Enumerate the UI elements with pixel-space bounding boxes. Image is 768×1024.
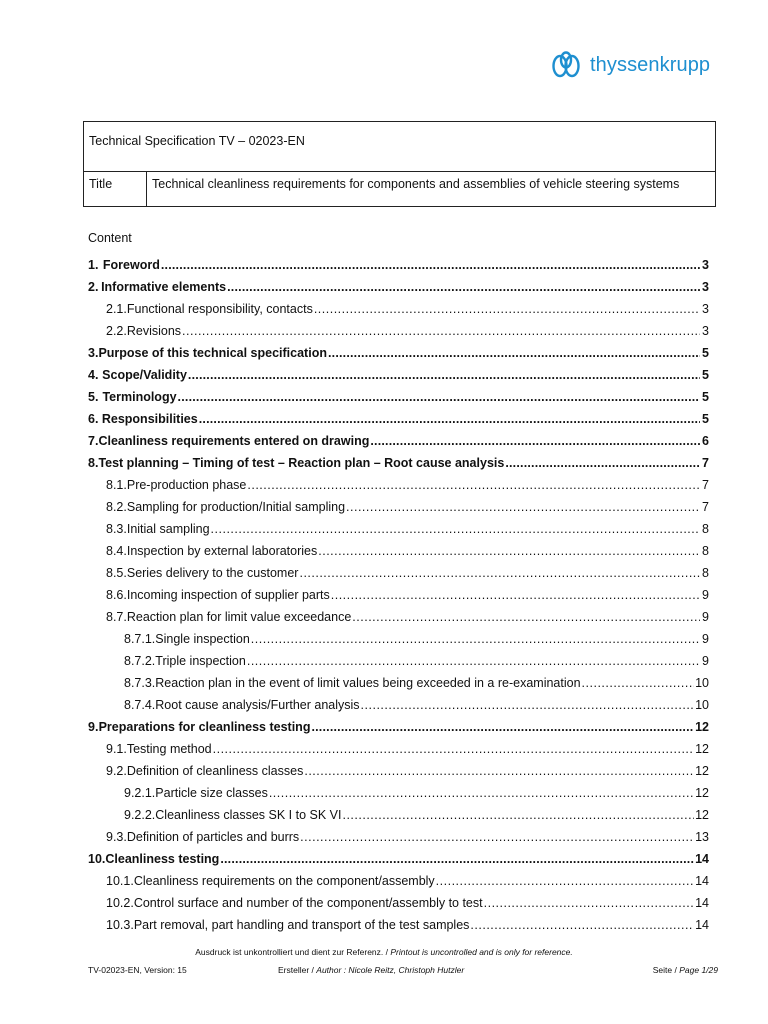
toc-entry-page: 12 — [695, 764, 709, 778]
toc-entry-leader — [484, 892, 694, 914]
toc-entry-title: Single inspection — [155, 632, 250, 646]
toc-entry-leader — [370, 430, 700, 452]
toc-entry[interactable] — [88, 386, 709, 408]
toc-entry-page: 14 — [695, 852, 709, 866]
toc-entry[interactable] — [88, 826, 709, 848]
thyssenkrupp-logo-icon — [550, 50, 582, 80]
toc-entry[interactable] — [88, 760, 709, 782]
toc-entry-page: 13 — [695, 830, 709, 844]
toc-entry-page: 14 — [695, 896, 709, 910]
footer-author-en: Author — [316, 965, 342, 975]
toc-entry-leader — [318, 540, 700, 562]
toc-entry-number: 3. — [88, 346, 99, 360]
toc-entry-page: 10 — [695, 676, 709, 690]
toc-entry[interactable] — [88, 540, 709, 562]
toc-entry[interactable] — [88, 254, 709, 276]
toc-entry-page: 10 — [695, 698, 709, 712]
toc-entry-page: 8 — [702, 544, 709, 558]
toc-entry-number: 2. — [88, 280, 99, 294]
footer-page-num: 1/29 — [701, 965, 718, 975]
toc-entry-title: Reaction plan for limit value exceedance — [126, 610, 352, 624]
toc-entry-title: Inspection by external laboratories — [126, 544, 318, 558]
toc-entry-page: 9 — [702, 588, 709, 602]
toc-entry-page: 7 — [702, 500, 709, 514]
toc-entry-leader — [328, 342, 700, 364]
toc-entry-page: 12 — [695, 742, 709, 756]
toc-entry-leader — [346, 496, 700, 518]
toc-entry-leader — [314, 298, 700, 320]
toc-entry-leader — [436, 870, 694, 892]
toc-entry-leader — [213, 738, 694, 760]
toc-entry-leader — [251, 628, 700, 650]
toc-entry-title: Functional responsibility, contacts — [126, 302, 313, 316]
toc-entry[interactable] — [88, 782, 709, 804]
toc-entry-leader — [188, 364, 700, 386]
toc-entry-page: 9 — [702, 654, 709, 668]
toc-entry-page: 12 — [695, 808, 709, 822]
toc-entry[interactable] — [88, 672, 709, 694]
toc-entry-number: 8.7.1. — [124, 632, 156, 646]
toc-entry-page: 9 — [702, 632, 709, 646]
toc-entry[interactable] — [88, 298, 709, 320]
toc-entry-page: 5 — [702, 368, 709, 382]
toc-entry-page: 8 — [702, 566, 709, 580]
toc-entry-title: Scope/Validity — [102, 368, 187, 382]
toc-entry-number: 9.1. — [106, 742, 127, 756]
footer-page — [653, 965, 718, 975]
footer-page-en: Page — [679, 965, 700, 975]
toc-entry-page: 5 — [702, 346, 709, 360]
toc-entry[interactable] — [88, 584, 709, 606]
toc-entry[interactable] — [88, 430, 709, 452]
footer-author-names: : Nicole Reitz, Christoph Hutzler — [343, 965, 465, 975]
toc-entry-title: Definition of particles and burrs — [126, 830, 300, 844]
toc-entry-leader — [311, 716, 694, 738]
toc-entry-page: 3 — [702, 280, 709, 294]
toc-entry-number: 9.3. — [106, 830, 127, 844]
toc-entry-title: Root cause analysis/Further analysis — [155, 698, 360, 712]
toc-entry-number: 8.4. — [106, 544, 127, 558]
toc-entry-title: Series delivery to the customer — [126, 566, 299, 580]
toc-entry-title: Reaction plan in the event of limit values being exceeded in a re-examination — [155, 676, 581, 690]
toc-entry-leader — [342, 804, 694, 826]
toc-entry-number: 9. — [88, 720, 99, 734]
toc-entry-page: 3 — [702, 302, 709, 316]
content-heading: Content — [88, 231, 132, 245]
toc-entry-title: Responsibilities — [101, 412, 198, 426]
toc-entry-page: 14 — [695, 918, 709, 932]
toc-entry-title: Preparations for cleanliness testing — [98, 720, 311, 734]
toc-entry-number: 8.1. — [106, 478, 127, 492]
toc-entry[interactable] — [88, 518, 709, 540]
title-label: Title — [84, 172, 147, 207]
toc-entry-page: 7 — [702, 456, 709, 470]
toc-entry-number: 8.5. — [106, 566, 127, 580]
toc-entry-title: Pre-production phase — [126, 478, 247, 492]
toc-entry-number: 8.7. — [106, 610, 127, 624]
toc-entry-title: Incoming inspection of supplier parts — [126, 588, 330, 602]
toc-entry-leader — [182, 320, 700, 342]
toc-entry-number: 1. — [88, 258, 99, 272]
toc-entry-leader — [178, 386, 700, 408]
toc-entry-number: 10. — [88, 852, 106, 866]
toc-entry[interactable] — [88, 650, 709, 672]
toc-entry-number: 4. — [88, 368, 99, 382]
toc-entry-leader — [269, 782, 694, 804]
toc-entry[interactable] — [88, 320, 709, 342]
toc-entry-leader — [361, 694, 695, 716]
company-logo — [550, 50, 710, 80]
toc-entry-leader — [300, 826, 694, 848]
spec-row — [84, 122, 716, 172]
toc-entry-title: Foreword — [102, 258, 160, 272]
toc-entry-title: Definition of cleanliness classes — [126, 764, 304, 778]
footer-note-en: Printout is uncontrolled and is only for reference. — [390, 947, 573, 957]
footer-author-de: Ersteller / — [278, 965, 314, 975]
toc-entry[interactable] — [88, 364, 709, 386]
toc-entry-title: Initial sampling — [126, 522, 210, 536]
footer-note — [0, 947, 768, 957]
toc-entry-number: 8.7.3. — [124, 676, 156, 690]
toc-entry-leader — [505, 452, 700, 474]
toc-entry-title: Purpose of this technical specification — [98, 346, 327, 360]
toc-entry-number: 9.2.2. — [124, 808, 156, 822]
footer-note-de: Ausdruck ist unkontrolliert und dient zur Referenz. / — [195, 947, 388, 957]
toc-entry-page: 14 — [695, 874, 709, 888]
toc-entry-number: 10.3. — [106, 918, 134, 932]
toc-entry-leader — [227, 276, 700, 298]
toc-entry-number: 10.2. — [106, 896, 134, 910]
spec-line: Technical Specification TV – 02023-EN — [84, 122, 716, 172]
toc-entry-title: Triple inspection — [155, 654, 246, 668]
toc-entry-page: 5 — [702, 412, 709, 426]
toc-entry-title: Cleanliness testing — [105, 852, 220, 866]
toc-entry[interactable] — [88, 408, 709, 430]
toc-entry-leader — [161, 254, 700, 276]
toc-entry-leader — [211, 518, 700, 540]
toc-entry[interactable] — [88, 738, 709, 760]
toc-entry-page: 7 — [702, 478, 709, 492]
toc-entry-page: 8 — [702, 522, 709, 536]
table-of-contents — [88, 254, 709, 936]
toc-entry-number: 9.2. — [106, 764, 127, 778]
toc-entry[interactable] — [88, 474, 709, 496]
toc-entry-number: 8.2. — [106, 500, 127, 514]
toc-entry-number: 2.2. — [106, 324, 127, 338]
toc-entry-number: 7. — [88, 434, 99, 448]
toc-entry-title: Revisions — [126, 324, 182, 338]
toc-entry-page: 12 — [695, 720, 709, 734]
toc-entry-page: 3 — [702, 324, 709, 338]
toc-entry-page: 5 — [702, 390, 709, 404]
toc-entry-leader — [220, 848, 694, 870]
toc-entry-number: 10.1. — [106, 874, 134, 888]
toc-entry-leader — [299, 562, 700, 584]
toc-entry-title: Cleanliness requirements on the component/assembly — [133, 874, 435, 888]
footer-doc-version: TV-02023-EN, Version: 15 — [88, 965, 187, 975]
toc-entry-page: 3 — [702, 258, 709, 272]
toc-entry-leader — [352, 606, 700, 628]
toc-entry-leader — [582, 672, 695, 694]
toc-entry[interactable] — [88, 716, 709, 738]
toc-entry[interactable] — [88, 276, 709, 298]
toc-entry-leader — [470, 914, 694, 936]
toc-entry-number: 8.7.2. — [124, 654, 156, 668]
toc-entry-title: Informative elements — [101, 280, 227, 294]
toc-entry-title: Terminology — [102, 390, 177, 404]
toc-entry-number: 9.2.1. — [124, 786, 156, 800]
title-row — [84, 172, 716, 207]
toc-entry-leader — [331, 584, 700, 606]
toc-entry-leader — [304, 760, 694, 782]
toc-entry-title: Particle size classes — [155, 786, 268, 800]
toc-entry-title: Control surface and number of the component/assembly to test — [133, 896, 483, 910]
toc-entry-number: 6. — [88, 412, 99, 426]
toc-entry[interactable] — [88, 870, 709, 892]
toc-entry[interactable] — [88, 342, 709, 364]
spec-table — [83, 121, 716, 207]
toc-entry[interactable] — [88, 694, 709, 716]
toc-entry[interactable] — [88, 628, 709, 650]
toc-entry-number: 8.3. — [106, 522, 127, 536]
toc-entry[interactable] — [88, 496, 709, 518]
toc-entry-page: 9 — [702, 610, 709, 624]
title-value: Technical cleanliness requirements for components and assemblies of vehicle steering systems — [147, 172, 716, 207]
toc-entry-title: Sampling for production/Initial sampling — [126, 500, 346, 514]
toc-entry-number: 8. — [88, 456, 99, 470]
toc-entry-title: Cleanliness requirements entered on drawing — [98, 434, 370, 448]
toc-entry-title: Part removal, part handling and transport of the test samples — [133, 918, 470, 932]
toc-entry[interactable] — [88, 804, 709, 826]
toc-entry-title: Testing method — [126, 742, 212, 756]
footer-author — [278, 965, 464, 975]
toc-entry-title: Cleanliness classes SK I to SK VI — [155, 808, 342, 822]
footer-page-de: Seite / — [652, 965, 677, 975]
toc-entry-number: 8.6. — [106, 588, 127, 602]
toc-entry-page: 12 — [695, 786, 709, 800]
toc-entry-leader — [199, 408, 700, 430]
toc-entry[interactable] — [88, 914, 709, 936]
toc-entry[interactable] — [88, 892, 709, 914]
toc-entry-number: 8.7.4. — [124, 698, 156, 712]
toc-entry-number: 5. — [88, 390, 99, 404]
toc-entry-leader — [247, 474, 700, 496]
toc-entry-leader — [247, 650, 700, 672]
logo-text: thyssenkrupp — [590, 53, 711, 76]
toc-entry-page: 6 — [702, 434, 709, 448]
toc-entry[interactable] — [88, 452, 709, 474]
toc-entry-number: 2.1. — [106, 302, 127, 316]
toc-entry[interactable] — [88, 606, 709, 628]
toc-entry[interactable] — [88, 848, 709, 870]
toc-entry-title: Test planning – Timing of test – Reaction plan – Root cause analysis — [98, 456, 505, 470]
toc-entry[interactable] — [88, 562, 709, 584]
